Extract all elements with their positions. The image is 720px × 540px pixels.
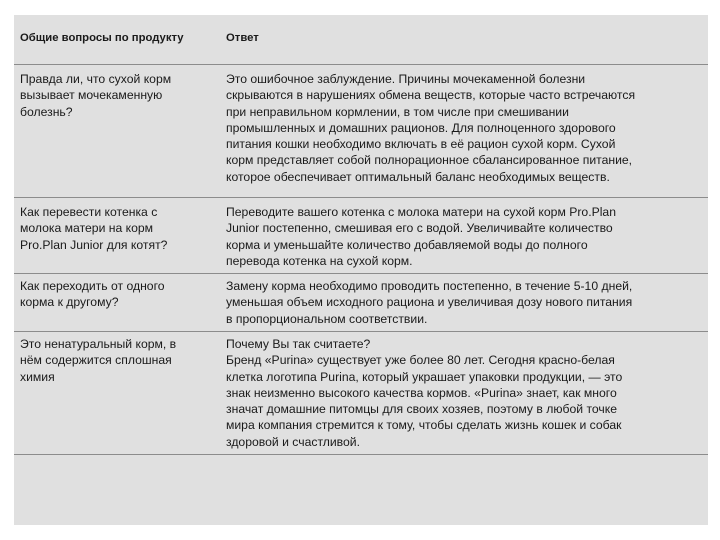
answer-cell: Замену корма необходимо проводить постепенно, в течение 5-10 дней, уменьшая объем исходного рациона и увеличивая дозу нового питания в пропорциональном соответствии. [219,274,708,332]
question-cell: Как перевести котенка с молока матери на корм Pro.Plan Junior для котят? [14,198,219,274]
table-row [14,65,708,198]
answer-cell: Почему Вы так считаете? Бренд «Purina» существует уже более 80 лет. Сегодня красно-белая клетка логотипа Purina, который украшает упаковки продукции, — это знак неизменно высокого качества кормов. «Purina» знает, как много значат домашние питомцы для своих хозяев, поэтому в любой точке мира компания стремится к тому, чтобы сделать жизнь кошек и собак здоровой и счастливой. [219,332,708,455]
question-cell: Как переходить от одного корма к другому? [14,274,219,332]
question-cell: Правда ли, что сухой корм вызывает мочекаменную болезнь? [14,65,219,198]
table-row [14,332,708,455]
faq-table [14,15,708,455]
header-answer: Ответ [219,15,708,65]
answer-cell: Переводите вашего котенка с молока матери на сухой корм Pro.Plan Junior постепенно, смешивая его с водой. Увеличивайте количество корма и уменьшайте количество добавляемой воды до полного перевода котенка на сухой корм. [219,198,708,274]
table-row [14,274,708,332]
header-question: Общие вопросы по продукту [14,15,219,65]
question-cell: Это ненатуральный корм, в нём содержится сплошная химия [14,332,219,455]
table-header-row [14,15,708,65]
answer-cell: Это ошибочное заблуждение. Причины мочекаменной болезни скрываются в нарушениях обмена веществ, которые часто встречаются при неправильном кормлении, в том числе при смешивании промышленных и домашних рационов. Для полноценного здорового питания кошки необходимо включать в её рацион сухой корм. Сухой корм представляет собой полнорационное сбалансированное питание, которое обеспечивает оптимальный баланс необходимых веществ. [219,65,708,198]
table-row [14,198,708,274]
